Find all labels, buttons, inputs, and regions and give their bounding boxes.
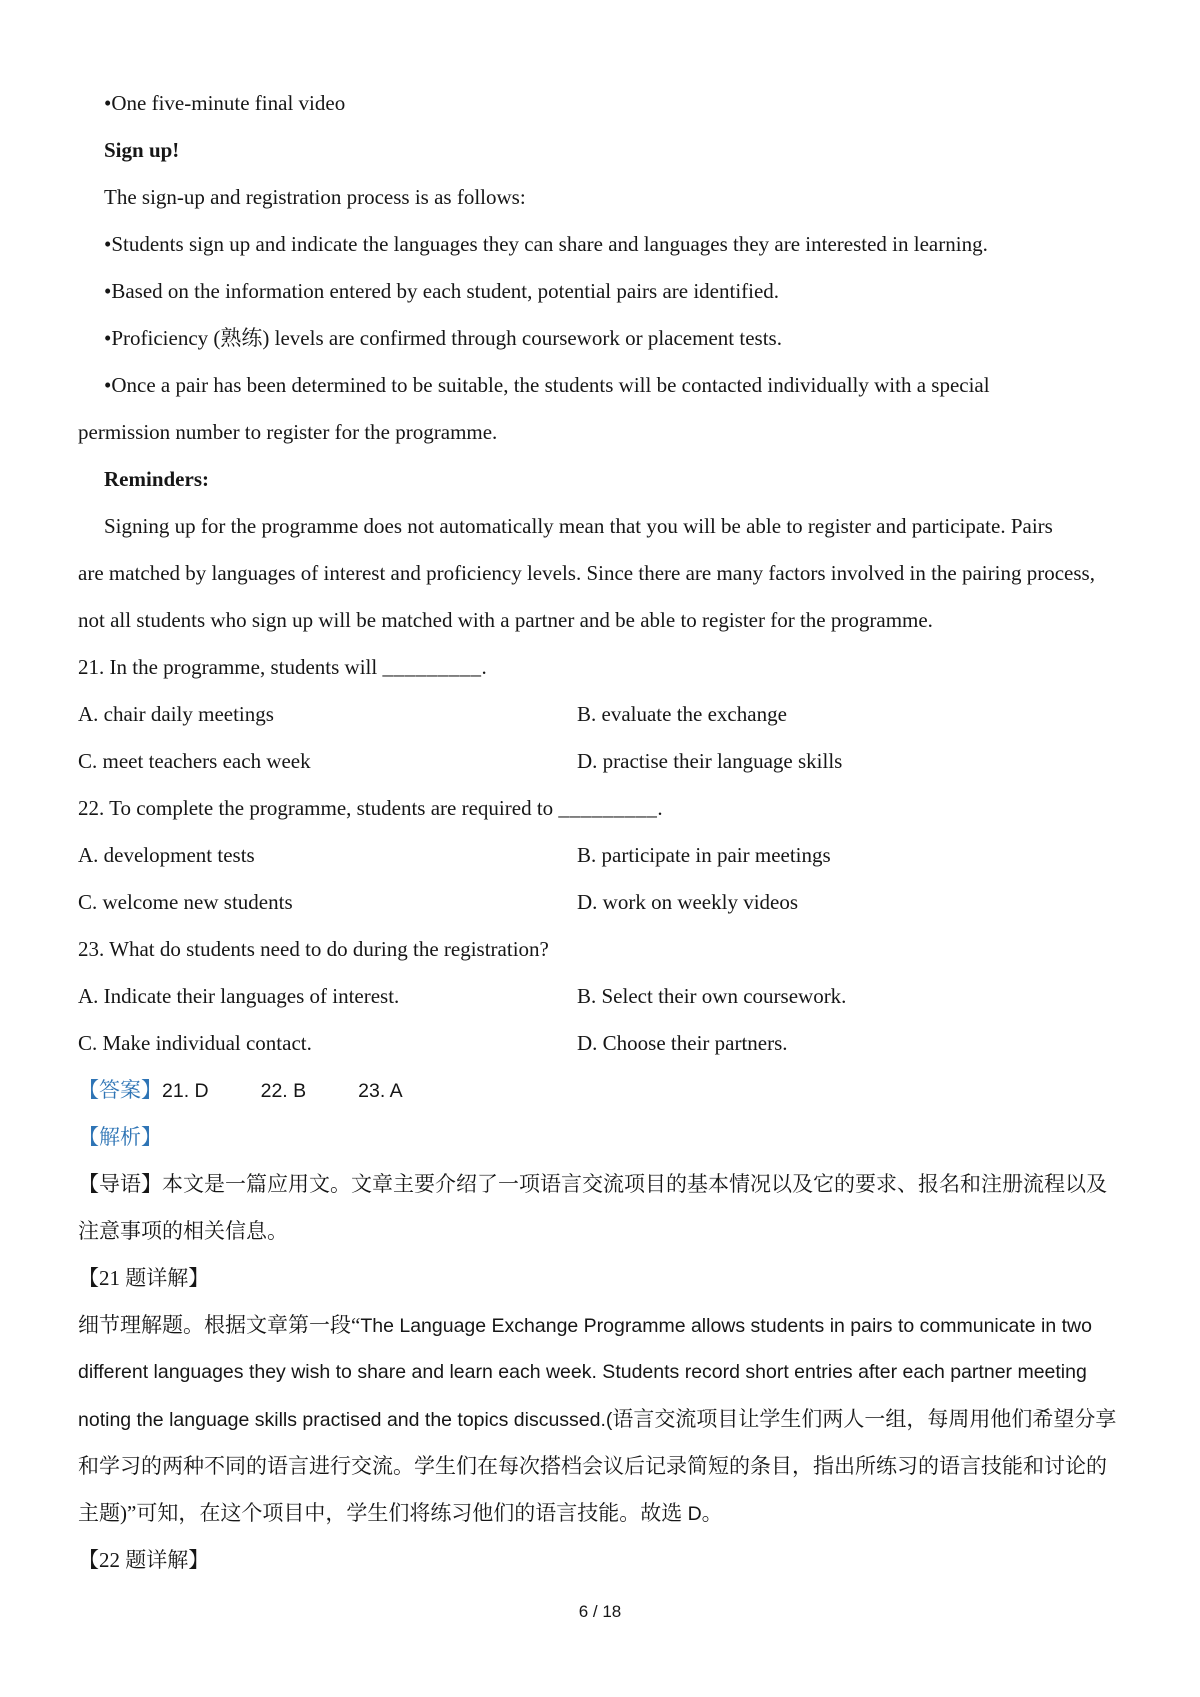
question-23-option-d: D. Choose their partners. (577, 1031, 788, 1055)
question-22-option-a: A. development tests (78, 843, 255, 867)
question-23-options-row2 (78, 1020, 1128, 1067)
analysis-q21-line1 (78, 1302, 1128, 1349)
process-intro-line: The sign-up and registration process is as follows: (104, 185, 526, 209)
question-23-option-b: B. Select their own coursework. (577, 984, 847, 1008)
analysis-q21-line5-zh-b: 。 (701, 1501, 723, 1525)
question-21-option-d: D. practise their language skills (577, 749, 843, 773)
passage-bullet-step2: •Based on the information entered by each student, potential pairs are identified. (104, 279, 780, 303)
question-23-stem: 23. What do students need to do during the registration? (78, 937, 549, 961)
analysis-q21-line1-en: The Language Exchange Programme allows students in pairs to communicate in two (360, 1315, 1092, 1337)
passage-bullet-step4-line2: permission number to register for the programme. (78, 420, 498, 444)
question-21-option-a: A. chair daily meetings (78, 702, 274, 726)
question-21-options-row1 (78, 691, 1128, 738)
analysis-label: 【解析】 (78, 1125, 162, 1149)
question-22-stem (78, 785, 1128, 832)
question-23-option-c: C. Make individual contact. (78, 1031, 312, 1055)
question-21-blank: _________ (382, 655, 482, 679)
question-22-blank: _________ (558, 796, 658, 820)
answer-line (78, 1067, 1128, 1114)
question-21-period: . (481, 655, 487, 679)
passage-bullet-step3: •Proficiency (熟练) levels are confirmed through coursework or placement tests. (104, 326, 782, 350)
analysis-q21-line5-zh-a: 主题)”可知，在这个项目中，学生们将练习他们的语言技能。故选 (78, 1501, 688, 1525)
question-21-stem-text: 21. In the programme, students will (78, 655, 383, 679)
question-23-options-row1 (78, 973, 1128, 1020)
reminder-line1: Signing up for the programme does not automatically mean that you will be able to register and participate. Pairs (104, 514, 1053, 538)
analysis-q21-line3-en: noting the language skills practised and the topics discussed.( (78, 1409, 613, 1431)
analysis-q21-line2: different languages they wish to share and learn each week. Students record short entries after each partner meeting (78, 1361, 1087, 1383)
analysis-q21-line3-zh: 语言交流项目让学生们两人一组，每周用他们希望分享 (612, 1407, 1117, 1431)
reminder-line3: not all students who sign up will be matched with a partner and be able to register for the programme. (78, 608, 933, 632)
analysis-q21-header: 【21 题详解】 (78, 1266, 210, 1290)
question-21-option-c: C. meet teachers each week (78, 749, 311, 773)
question-22-options-row2 (78, 879, 1128, 926)
question-22-period: . (657, 796, 663, 820)
analysis-q21-line1-zh: 细节理解题。根据文章第一段“ (78, 1313, 361, 1337)
analysis-q21-line5 (78, 1490, 1128, 1537)
page-number: 6 / 18 (578, 1602, 622, 1621)
document-body (78, 80, 1128, 1584)
analysis-q22-header: 【22 题详解】 (78, 1548, 210, 1572)
passage-bullet-final-video (78, 80, 1128, 127)
analysis-q21-line5-en: D (687, 1503, 702, 1525)
analysis-q21-line4: 和学习的两种不同的语言进行交流。学生们在每次搭档会议后记录简短的条目，指出所练习的语言技能和讨论的 (78, 1454, 1107, 1478)
answer-22: 22. B (260, 1080, 307, 1102)
passage-bullet-step4-line1: •Once a pair has been determined to be suitable, the students will be contacted individually with a special (104, 373, 990, 397)
answer-23: 23. A (358, 1080, 403, 1102)
question-21-options-row2 (78, 738, 1128, 785)
question-22-option-d: D. work on weekly videos (577, 890, 799, 914)
answer-label: 【答案】 (78, 1078, 162, 1102)
question-22-options-row1 (78, 832, 1128, 879)
analysis-intro-line1: 【导语】本文是一篇应用文。文章主要介绍了一项语言交流项目的基本情况以及它的要求、报名和注册流程以及 (78, 1172, 1107, 1196)
question-23-option-a: A. Indicate their languages of interest. (78, 984, 400, 1008)
question-21-option-b: B. evaluate the exchange (577, 702, 787, 726)
sign-up-heading: Sign up! (104, 138, 180, 162)
analysis-intro-line2: 注意事项的相关信息。 (78, 1219, 288, 1243)
bullet-line-text: •One five-minute final video (104, 91, 346, 115)
reminders-heading: Reminders: (104, 467, 209, 491)
question-22-stem-text: 22. To complete the programme, students are required to (78, 796, 559, 820)
answer-21: 21. D (162, 1080, 209, 1102)
reminder-line2: are matched by languages of interest and proficiency levels. Since there are many factors involved in the pairing process, (78, 561, 1095, 585)
passage-bullet-step1: •Students sign up and indicate the languages they can share and languages they are interested in learning. (104, 232, 988, 256)
question-22-option-b: B. participate in pair meetings (577, 843, 831, 867)
analysis-q21-line3 (78, 1396, 1128, 1443)
question-22-option-c: C. welcome new students (78, 890, 293, 914)
question-21-stem (78, 644, 1128, 691)
